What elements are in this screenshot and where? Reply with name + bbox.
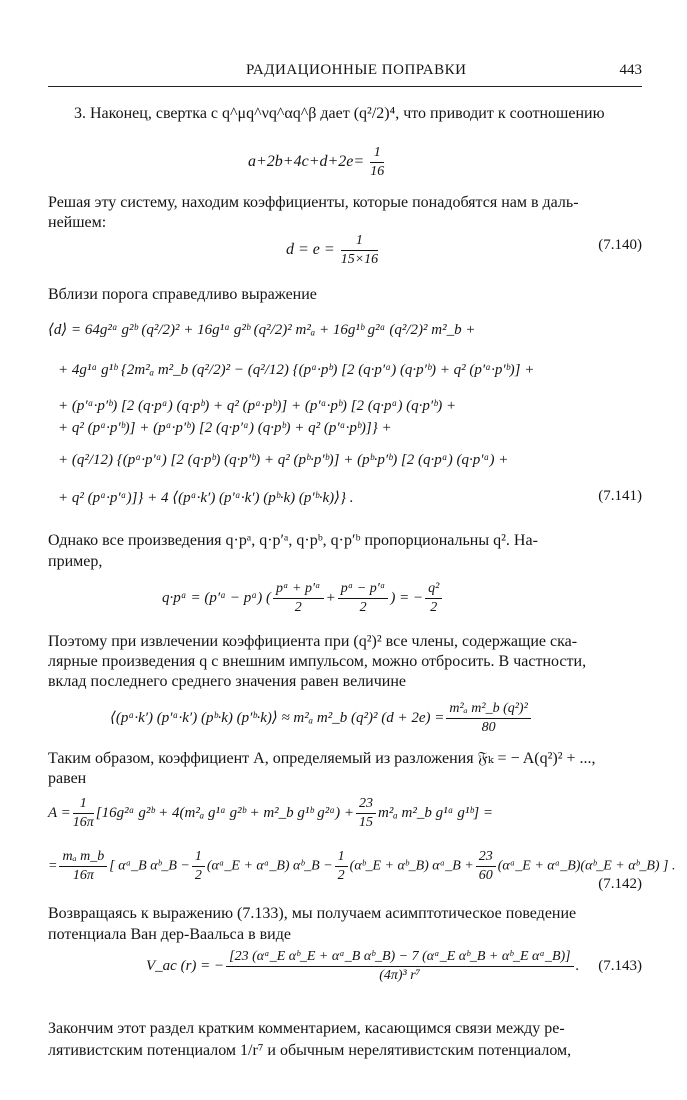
equation-7-141-line-5: + (q²/12) {(pᵃ·p′ᵃ) [2 (q·pᵇ) (q·p′ᵇ) + q² (pᵇ·p′ᵇ)] + (pᵇ·p′ᵇ) [2 (q·pᵃ) (q·p′ᵃ) + [58, 452, 509, 468]
equation-q-p: q·pᵃ = (p′ᵃ − pᵃ) ( $\frac{\text{pᵃ + p′ᵃ}}{2}$ + $\frac{\text{pᵃ − p′ᵃ}}{2}$ ) = − $\frac{\text{q²}}{2}$ [162, 580, 444, 617]
paragraph-8-line-2: лятивистским потенциалом 1/r⁷ и обычным нерелятивистским потенциалом, [48, 1042, 572, 1059]
paragraph-7-line-1: Возвращаясь к выражению (7.133), мы получаем асимптотическое поведение [48, 905, 577, 922]
paragraph-5-line-2: лярные произведения q с внешним импульсом, можно отбросить. В частности, [48, 653, 587, 670]
equation-7-140-lhs: d = e = [286, 241, 335, 259]
equation-average: ⟨(pᵃ·k′) (p′ᵃ·k′) (pᵇ·k) (p′ᵇ·k)⟩ ≈ m²ₐ m²_b (q²)² (d + 2e) = $\frac{\text{m²ₐ m²\_b (q²)²}}{80}$ [110, 700, 533, 737]
equation-label-7-140: (7.140) [598, 237, 642, 253]
paragraph-4-line-1: Однако все произведения q·pᵃ, q·p′ᵃ, q·pᵇ, q·p′ᵇ пропорциональны q². На- [48, 532, 538, 549]
equation-7-142-line-1: A = $\frac{1}{16\pi}$ [16g²ᵃ g²ᵇ + 4(m²ₐ g¹ᵃ g²ᵇ + m²_b g¹ᵇ g²ᵃ) + $\frac{23}{15}$ m²ₐ m²_b g¹ᵃ g¹ᵇ] = [48, 796, 494, 830]
paragraph-2-line-1: Решая эту систему, находим коэффициенты, которые понадобятся нам в даль- [48, 194, 579, 211]
running-title: РАДИАЦИОННЫЕ ПОПРАВКИ [246, 62, 467, 78]
paragraph-2-line-2: нейшем: [48, 214, 107, 231]
equation-7-143: V_ac (r) = − $\frac{\text{[23 (αᵃ\_E αᵇ\_E + αᵃ\_B αᵇ\_B) − 7 (αᵃ\_E αᵇ\_B + αᵇ\_E αᵃ\_B)]}}{\text{(4π)³ r⁷}}$ . [146, 949, 580, 983]
equation-label-7-142: (7.142) [598, 876, 642, 892]
paragraph-7-line-2: потенциала Ван дер-Ваальса в виде [48, 926, 291, 943]
paragraph-5-line-1: Поэтому при извлечении коэффициента при (q²)² все члены, содержащие ска- [48, 633, 578, 650]
fraction: $\frac{1}{15\times 16}$ [340, 233, 379, 267]
paragraph-1: 3. Наконец, свертка с q^μq^νq^αq^β дает (q²/2)⁴, что приводит к соотношению [74, 105, 605, 122]
fraction: $\frac{1}{16}$ [370, 145, 385, 179]
equation-label-7-141: (7.141) [598, 488, 642, 504]
equation-7-141-line-6: + q² (pᵃ·p′ᵃ)]} + 4 ⟨(pᵃ·k′) (p′ᵃ·k′) (pᵇ·k) (p′ᵇ·k)⟩} . [58, 490, 354, 506]
running-header [48, 62, 642, 87]
paragraph-5-line-3: вклад последнего среднего значения равен величине [48, 673, 407, 690]
equation-sum-lhs: a+2b+4c+d+2e= [248, 153, 365, 171]
equation-7-142-line-2: = $\frac{\text{mₐ m\_b}}{16\pi}$ [ αᵃ_B αᵇ_B − $\frac{1}{2}$ (αᵃ_E + αᵃ_B) αᵇ_B − $\frac{1}{2}$ (αᵇ_E + αᵇ_B) αᵃ_B + $\frac{23}{60}$ (αᵃ_E + αᵃ_B)(αᵇ_E + αᵇ_B) ] . [48, 849, 676, 883]
equation-label-7-143: (7.143) [598, 958, 642, 974]
equation-7-141-line-1: ⟨d⟩ = 64g²ᵃ g²ᵇ (q²/2)² + 16g¹ᵃ g²ᵇ (q²/2)² m²ₐ + 16g¹ᵇ g²ᵃ (q²/2)² m²_b + [48, 322, 476, 338]
paragraph-6-line-2: равен [48, 770, 87, 787]
paragraph-8-line-1: Закончим этот раздел кратким комментарием, касающимся связи между ре- [48, 1020, 565, 1037]
page-number: 443 [619, 62, 642, 78]
paragraph-3: Вблизи порога справедливо выражение [48, 286, 317, 303]
equation-7-140 [286, 232, 380, 269]
equation-7-141-line-2: + 4g¹ᵃ g¹ᵇ {2m²ₐ m²_b (q²/2)² − (q²/12) {(pᵃ·pᵇ) [2 (q·p′ᵃ) (q·p′ᵇ) + q² (p′ᵃ·p′ᵇ)] + [58, 362, 535, 378]
equation-7-141-line-4: + q² (pᵃ·p′ᵇ)] + (pᵃ·p′ᵇ) [2 (q·p′ᵃ) (q·pᵇ) + q² (p′ᵃ·pᵇ)]} + [58, 420, 392, 436]
paragraph-6-line-1: Таким образом, коэффициент A, определяемый из разложения 𝔉ₖ = − A(q²)² + ..., [48, 750, 596, 767]
equation-7-141-line-3: + (p′ᵃ·p′ᵇ) [2 (q·pᵃ) (q·pᵇ) + q² (pᵃ·pᵇ)] + (p′ᵃ·pᵇ) [2 (q·pᵃ) (q·p′ᵇ) + [58, 398, 457, 414]
equation-sum [248, 144, 386, 181]
paragraph-4-line-2: пример, [48, 553, 103, 570]
